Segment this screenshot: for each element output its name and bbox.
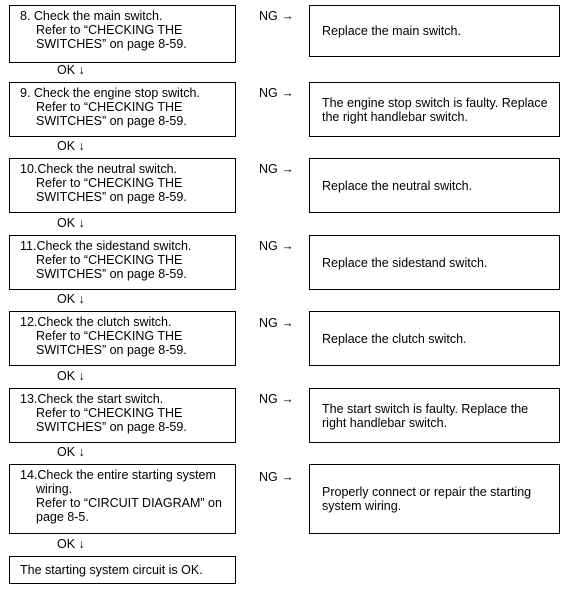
ok-arrow: OK ↓ bbox=[57, 139, 85, 153]
step-text: SWITCHES” on page 8-59. bbox=[36, 114, 187, 128]
ng-arrow: NG → bbox=[259, 392, 294, 406]
ng-arrow: NG → bbox=[259, 86, 294, 100]
step-text: SWITCHES” on page 8-59. bbox=[36, 267, 187, 281]
step-9-result bbox=[309, 82, 560, 137]
ok-arrow: OK ↓ bbox=[57, 537, 85, 551]
step-text: 8. Check the main switch. bbox=[20, 9, 163, 23]
step-14-result bbox=[309, 464, 560, 534]
step-8-box bbox=[9, 5, 236, 63]
step-text: 10.Check the neutral switch. bbox=[20, 162, 178, 176]
step-12-box bbox=[9, 311, 236, 366]
step-text: SWITCHES” on page 8-59. bbox=[36, 37, 187, 51]
result-text: The engine stop switch is faulty. Replace the right handlebar switch. bbox=[322, 95, 548, 124]
step-10-result bbox=[309, 158, 560, 213]
result-text: Replace the clutch switch. bbox=[322, 331, 467, 346]
step-text: SWITCHES” on page 8-59. bbox=[36, 190, 187, 204]
step-text: Refer to “CHECKING THE bbox=[36, 100, 183, 114]
step-9-box bbox=[9, 82, 236, 137]
final-result-box bbox=[9, 556, 236, 584]
step-11-result bbox=[309, 235, 560, 290]
step-text: 12.Check the clutch switch. bbox=[20, 315, 172, 329]
result-text: Properly connect or repair the starting system wiring. bbox=[322, 485, 532, 513]
step-text: Refer to “CHECKING THE bbox=[36, 406, 183, 420]
step-text: SWITCHES” on page 8-59. bbox=[36, 420, 187, 434]
step-text: wiring. bbox=[36, 482, 73, 496]
step-14-box bbox=[9, 464, 236, 534]
ng-arrow: NG → bbox=[259, 470, 294, 484]
step-text: Refer to “CHECKING THE bbox=[36, 176, 183, 190]
step-text: Refer to “CHECKING THE bbox=[36, 329, 183, 343]
result-text: Replace the neutral switch. bbox=[322, 178, 473, 193]
step-text: 14.Check the entire starting system bbox=[20, 468, 216, 482]
step-10-box bbox=[9, 158, 236, 213]
ng-arrow: NG → bbox=[259, 162, 294, 176]
step-12-result bbox=[309, 311, 560, 366]
result-text: Replace the sidestand switch. bbox=[322, 255, 488, 270]
step-11-box bbox=[9, 235, 236, 290]
ok-arrow: OK ↓ bbox=[57, 63, 85, 77]
step-8-result bbox=[309, 5, 560, 57]
step-text: SWITCHES” on page 8-59. bbox=[36, 343, 187, 357]
result-text: The start switch is faulty. Replace the right handlebar switch. bbox=[322, 401, 529, 430]
ng-arrow: NG → bbox=[259, 9, 294, 23]
step-13-result bbox=[309, 388, 560, 443]
ok-arrow: OK ↓ bbox=[57, 445, 85, 459]
step-text: Refer to “CHECKING THE bbox=[36, 253, 183, 267]
ng-arrow: NG → bbox=[259, 316, 294, 330]
step-text: 9. Check the engine stop switch. bbox=[20, 86, 200, 100]
ok-arrow: OK ↓ bbox=[57, 369, 85, 383]
ok-arrow: OK ↓ bbox=[57, 216, 85, 230]
result-text: Replace the main switch. bbox=[322, 24, 461, 38]
step-text: Refer to “CIRCUIT DIAGRAM” on bbox=[36, 496, 222, 510]
step-text: page 8-5. bbox=[36, 510, 89, 524]
ok-arrow: OK ↓ bbox=[57, 292, 85, 306]
step-text: 13.Check the start switch. bbox=[20, 392, 164, 406]
step-text: 11.Check the sidestand switch. bbox=[20, 239, 192, 253]
ng-arrow: NG → bbox=[259, 239, 294, 253]
final-text: The starting system circuit is OK. bbox=[20, 563, 203, 577]
step-13-box bbox=[9, 388, 236, 443]
step-text: Refer to “CHECKING THE bbox=[36, 23, 183, 37]
